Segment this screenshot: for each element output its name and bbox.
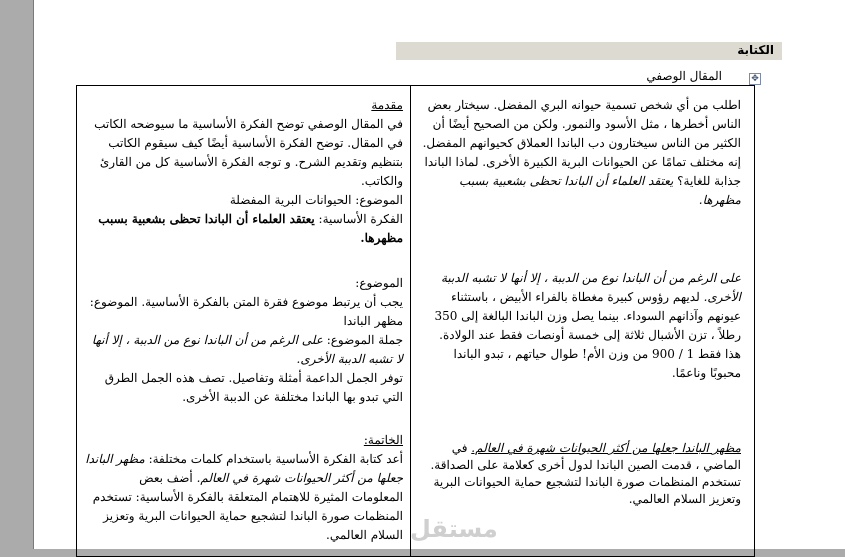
intro-heading: مقدمة [371,98,403,112]
main-idea-value: يعتقد العلماء أن الباندا تحظى بشعبية بسبب مظهرها. [98,212,403,245]
topic-label: الموضوع: [355,193,403,207]
essay-intro-thesis: يعتقد العلماء أن الباندا تحظى بشعبية بسبب مظهرها. [459,174,741,207]
section-heading-bar [396,42,782,60]
topic-value: الحيوانات البرية المفضلة [229,193,352,207]
main-idea-label: الفكرة الأساسية: [318,212,403,226]
body-sentence-value: على الرغم من أن الباندا نوع من الدببة ، إلا أنها لا تشبه الدببة الأخرى. [91,333,403,366]
essay-body-paragraph [421,269,741,383]
essay-body-text: لديهم رؤوس كبيرة مغطاة بالفراء الأبيض ، باستثناء عيونهم وآذانهم السوداء. بينما يصل وزن الباندا البالغة إلى 350 رطلاً ، تزن الأشبال ثلاثة إلى خمسة أونصات فقط عند الولادة. هذا فقط 1 / 900 من وزن الأم! طوال حياتهم ، تبدو الباندا محبوبًا وناعمًا. [434,290,741,380]
conclusion-text-c: أضف بعض المعلومات المثيرة للاهتمام المتعلقة بالفكرة الأساسية: تستخدم المنظمات صورة الباندا لتشجيع حماية الحيوانات البرية وتعزيز السلام العالمي. [92,471,403,542]
essay-body-line [421,269,741,383]
conclusion-heading: الخاتمة: [363,433,403,447]
essay-conclusion-line [421,440,741,508]
essay-conclusion-paragraph [421,440,741,508]
main-idea-line [85,210,403,248]
topic-line [85,191,403,210]
content-table [76,85,755,557]
watermark-logo: مستقل [410,515,498,543]
essay-intro-line [421,96,741,210]
column-divider [410,86,411,556]
left-body-block [85,274,403,407]
body-support: توفر الجمل الداعمة أمثلة وتفاصيل. تصف هذه الجمل الطرق التي تبدو بها الباندا مختلفة عن الدببة الأخرى. [104,371,403,404]
document-subtitle: المقال الوصفي [646,69,722,83]
conclusion-text-b: مظهر الباندا جعلها من أكثر الحيوانات شهرة في العالم. [85,452,403,485]
essay-conclusion-restatement: مظهر الباندا جعلها من أكثر الحيوانات شهرة في العالم. [471,441,741,455]
body-sentence-label: جملة الموضوع: [326,333,403,347]
body-heading: الموضوع: [355,276,403,290]
left-conclusion-block [85,431,403,545]
conclusion-text-a: أعد كتابة الفكرة الأساسية باستخدام كلمات مختلفة: [148,452,403,466]
body-text: يجب أن يرتبط موضوع فقرة المتن بالفكرة الأساسية. الموضوع: مظهر الباندا [89,295,403,328]
essay-intro-paragraph [421,96,741,210]
table-move-handle-icon[interactable]: ✥ [749,73,761,85]
section-title: الكتابة [737,43,774,57]
body-sentence-line [85,331,403,369]
essay-intro-text: اطلب من أي شخص تسمية حيوانه البري المفضل. سيختار بعض الناس أخطرها ، مثل الأسود والنمور. ولكن من الصحيح أيضًا أن الكثير من الناس سيختارون دب الباندا العملاق كحيوانهم المفضل. إنه مختلف تمامًا عن الحيوانات البرية الكبيرة الأخرى. لماذا الباندا جذابة للغاية؟ [422,98,741,188]
essay-body-topic: على الرغم من أن الباندا نوع من الدببة ، إلا أنها لا تشبه الدببة الأخرى. [440,271,741,304]
conclusion-line [85,450,403,545]
left-intro-block [85,96,403,248]
essay-conclusion-text: في الماضي ، قدمت الصين الباندا لدول أخرى كعلامة على الصداقة. تستخدم المنظمات صورة الباندا لتشجيع حماية الحيوانات البرية وتعزيز السلام العالمي. [430,441,741,506]
intro-text: في المقال الوصفي توضح الفكرة الأساسية ما سيوضحه الكاتب في المقال. توضح الفكرة الأساسية أيضًا كيف سيقوم الكاتب بتنظيم وتقديم الشرح. و توجه الفكرة الأساسية كل من القارئ والكاتب. [94,117,403,188]
